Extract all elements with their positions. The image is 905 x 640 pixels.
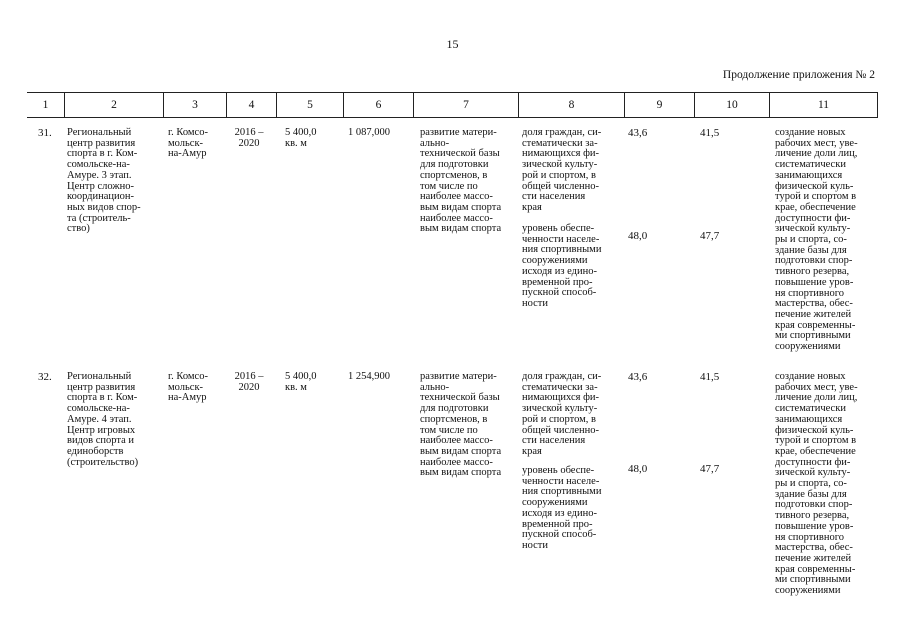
- col-header-3: 3: [163, 93, 226, 117]
- indicator-value-col9: 48,0: [628, 463, 648, 475]
- object-capacity: 5 400,0 кв. м: [285, 127, 317, 149]
- appendix-continuation-title: Продолжение приложения № 2: [722, 69, 875, 81]
- indicator-facility-provision: уровень обеспе- ченности населе- ния спортивными сооружениями исходя из едино- временной про- пускной способ- ности: [522, 223, 602, 309]
- implementation-years: 2016 – 2020: [234, 371, 264, 393]
- indicator-citizen-share: доля граждан, си- стематически за- нимающихся фи- зической культу- рой и спортом, в общей численно- сти населения края: [522, 127, 602, 213]
- table-header: [27, 92, 878, 118]
- object-location: г. Комсо- мольск- на-Амур: [168, 127, 208, 160]
- indicator-value-col10: 41,5: [700, 127, 720, 139]
- page-number: 15: [446, 37, 459, 51]
- col-header-7: 7: [413, 93, 518, 117]
- indicator-citizen-share: доля граждан, си- стематически за- нимающихся фи- зической культу- рой и спортом, в общей численно- сти населения края: [522, 371, 602, 457]
- estimated-cost: 1 087,000: [348, 127, 390, 138]
- col-header-11: 11: [769, 93, 878, 117]
- implementation-years: 2016 – 2020: [234, 127, 264, 149]
- estimated-cost: 1 254,900: [348, 371, 390, 382]
- indicator-value-col10: 47,7: [700, 230, 720, 242]
- object-name: Региональный центр развития спорта в г. Ком- сомольске-на- Амуре. 4 этап. Центр игровых видов спорта и единоборств (строительство): [67, 371, 139, 468]
- object-capacity: 5 400,0 кв. м: [285, 371, 317, 393]
- indicator-value-col9: 43,6: [628, 127, 648, 139]
- col-header-8: 8: [518, 93, 624, 117]
- indicator-value-col9: 43,6: [628, 371, 648, 383]
- col-header-4: 4: [226, 93, 276, 117]
- object-name: Региональный центр развития спорта в г. Ком- сомольске-на- Амуре. 3 этап. Центр сложно- координацион- ных видов спор- та (строитель- ство): [67, 127, 141, 235]
- object-purpose: развитие матери- ально- технической базы для подготовки спортсменов, в том числе по наиболее массо- вым видам спорта наиболее массо- вым видам спорта: [420, 127, 502, 235]
- col-header-5: 5: [276, 93, 343, 117]
- expected-effect: создание новых рабочих мест, уве- личение доли лиц, систематически занимающихся физической куль- турой и спортом в крае, обеспечение доступности фи- зической культу- ры и спорта, со- здание базы для подготовки спор- тивного резерва, повышение уров- ня спортивного мастерства, обес- печение жителей края современны- ми спортивными сооружениями: [775, 127, 858, 353]
- indicator-value-col10: 41,5: [700, 371, 720, 383]
- row-number: 32.: [38, 371, 52, 383]
- row-number: 31.: [38, 127, 52, 139]
- col-header-9: 9: [624, 93, 694, 117]
- object-location: г. Комсо- мольск- на-Амур: [168, 371, 208, 404]
- expected-effect: создание новых рабочих мест, уве- личение доли лиц, систематически занимающихся физической куль- турой и спортом в крае, обеспечение доступности фи- зической культу- ры и спорта, со- здание базы для подготовки спор- тивного резерва, повышение уров- ня спортивного мастерства, обес- печение жителей края современны- ми спортивными сооружениями: [775, 371, 858, 597]
- col-header-1: 1: [42, 99, 49, 111]
- indicator-value-col9: 48,0: [628, 230, 648, 242]
- indicator-facility-provision: уровень обеспе- ченности населе- ния спортивными сооружениями исходя из едино- временной про- пускной способ- ности: [522, 465, 602, 551]
- indicator-value-col10: 47,7: [700, 463, 720, 475]
- col-header-2: 2: [64, 93, 163, 117]
- object-purpose: развитие матери- ально- технической базы для подготовки спортсменов, в том числе по наиболее массо- вым видам спорта наиболее массо- вым видам спорта: [420, 371, 502, 479]
- col-header-10: 10: [694, 93, 769, 117]
- col-header-6: 6: [343, 93, 413, 117]
